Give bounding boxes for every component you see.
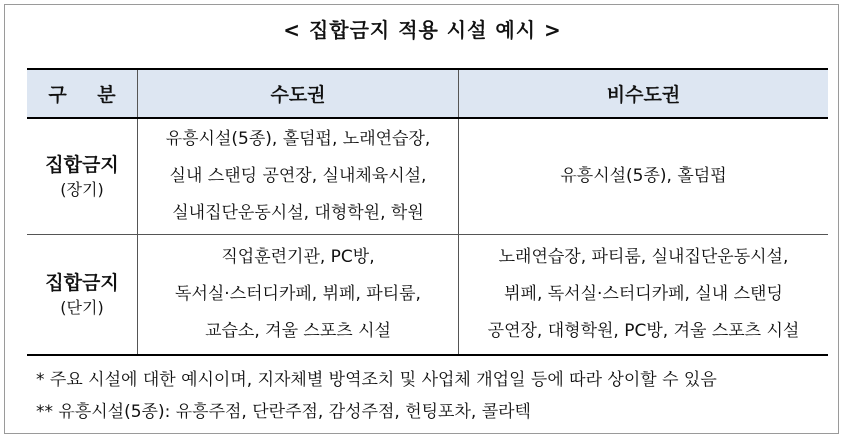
cell-line: 유흥시설(5종), 홀덤펍 xyxy=(560,166,727,186)
header-category: 구 분 xyxy=(27,69,138,118)
cell-line: 독서실·스터디카페, 뷔페, 파티룸, xyxy=(175,284,421,304)
capital-cell xyxy=(138,118,459,235)
cell-line: 실내 스탠딩 공연장, 실내체육시설, xyxy=(169,166,427,186)
cell-line: 뷔페, 독서실·스터디카페, 실내 스탠딩 xyxy=(504,284,783,304)
header-capital: 수도권 xyxy=(138,69,459,118)
non-capital-cell xyxy=(459,235,829,356)
category-label: 집합금지 xyxy=(45,153,119,176)
category-duration: (단기) xyxy=(60,297,104,317)
row-category-cell xyxy=(27,118,138,235)
cell-line: 유흥시설(5종), 홀덤펍, 노래연습장, xyxy=(165,129,431,149)
footnote: ** 유흥시설(5종): 유흥주점, 단란주점, 감성주점, 헌팅포차, 콜라텍 xyxy=(36,402,531,422)
row-category-cell xyxy=(27,235,138,356)
cell-line: 교습소, 겨울 스포츠 시설 xyxy=(205,321,391,341)
cell-line: 직업훈련기관, PC방, xyxy=(221,247,375,267)
facility-table xyxy=(27,68,828,356)
table-row xyxy=(27,118,828,235)
category-duration: (장기) xyxy=(60,179,104,199)
non-capital-cell xyxy=(459,118,829,235)
category-label: 집합금지 xyxy=(45,271,119,294)
cell-line: 공연장, 대형학원, PC방, 겨울 스포츠 시설 xyxy=(487,321,800,341)
footnotes xyxy=(36,364,717,428)
capital-cell xyxy=(138,235,459,356)
page-title: < 집합금지 적용 시설 예시 > xyxy=(283,18,562,42)
header-non-capital: 비수도권 xyxy=(459,69,829,118)
cell-line: 노래연습장, 파티룸, 실내집단운동시설, xyxy=(498,247,789,267)
table-row xyxy=(27,235,828,356)
footnote: * 주요 시설에 대한 예시이며, 지자체별 방역조치 및 사업체 개업일 등에 따라 상이할 수 있음 xyxy=(36,370,717,390)
cell-line: 실내집단운동시설, 대형학원, 학원 xyxy=(172,203,424,223)
table-header-row xyxy=(27,69,828,118)
